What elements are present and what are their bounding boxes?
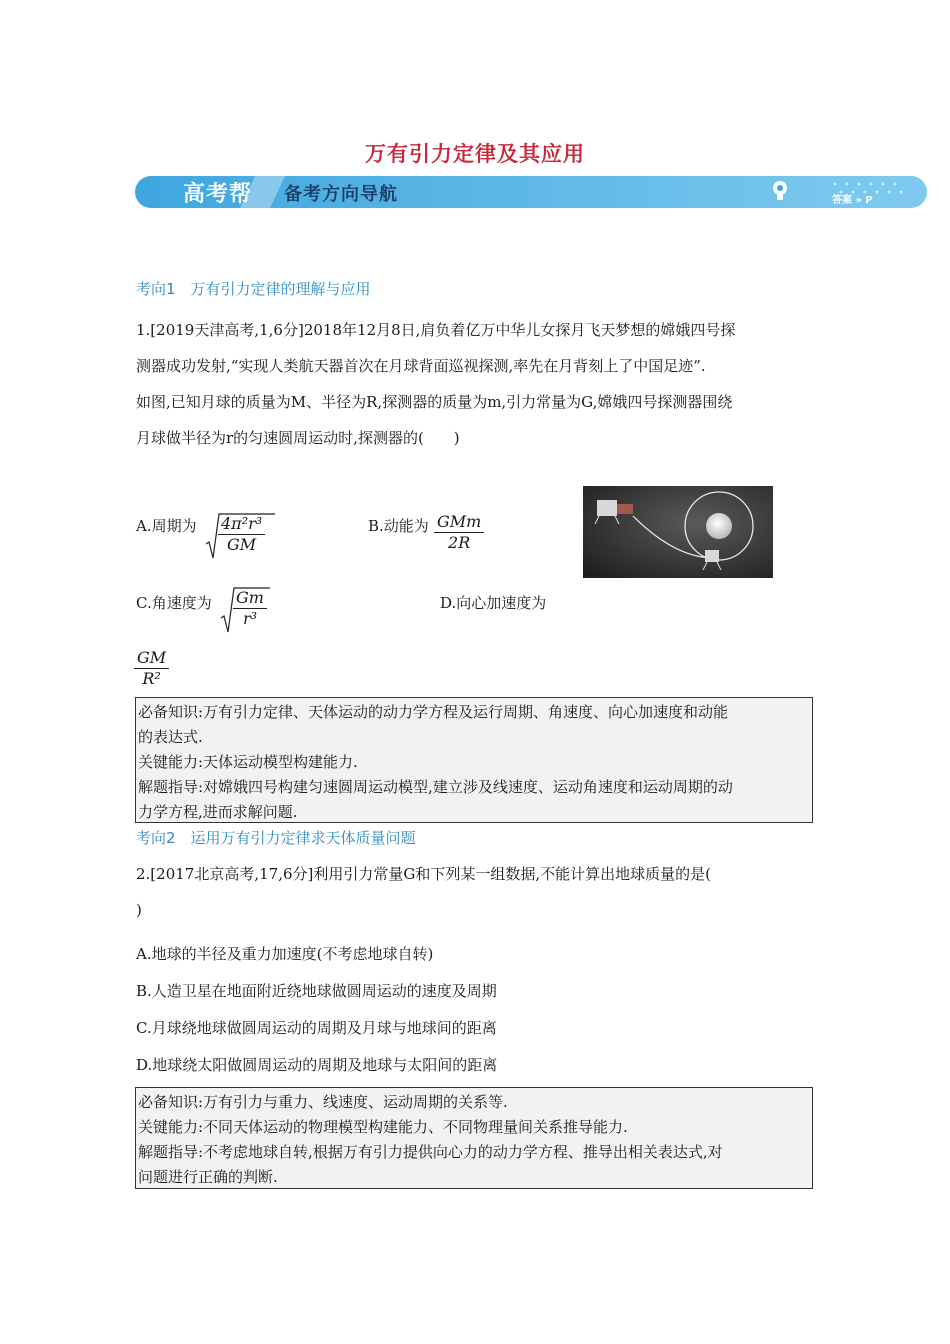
numerator: GM bbox=[134, 648, 169, 669]
question-line: 如图,已知月球的质量为M、半径为R,探测器的质量为m,引力常量为G,嫦娥四号探测器围绕 bbox=[136, 393, 733, 411]
option-d-label: D.向心加速度为 bbox=[440, 594, 547, 612]
question-2-stem bbox=[136, 856, 816, 928]
numerator: 4π²r³ bbox=[218, 514, 265, 535]
question-line: 测器成功发射,“实现人类航天器首次在月球背面巡视探测,率先在月背刻上了中国足迹”. bbox=[136, 357, 706, 375]
option-a: A.地球的半径及重力加速度(不考虑地球自转) bbox=[136, 945, 434, 963]
banner-brand: 高考帮 bbox=[183, 182, 253, 207]
banner-answer: 答案 » P bbox=[832, 195, 873, 206]
box-line: 力学方程,进而求解问题. bbox=[138, 803, 298, 821]
box-line: 关键能力:天体运动模型构建能力. bbox=[138, 753, 358, 771]
question-line: ) bbox=[136, 901, 142, 919]
fraction bbox=[434, 512, 484, 553]
question-1-stem bbox=[136, 312, 816, 456]
fraction bbox=[233, 588, 267, 629]
question-line: 1.[2019天津高考,1,6分]2018年12月8日,肩负着亿万中华儿女探月飞天梦想的嫦娥四号探 bbox=[136, 321, 736, 339]
analysis-box-1 bbox=[135, 697, 813, 823]
box-line: 必备知识:万有引力定律、天体运动的动力学方程及运行周期、角速度、向心加速度和动能 bbox=[138, 703, 729, 721]
section-heading-2: 考向2 运用万有引力定律求天体质量问题 bbox=[136, 829, 416, 847]
question-line: 月球做半径为r的匀速圆周运动时,探测器的( ) bbox=[136, 429, 460, 447]
question-line: 2.[2017北京高考,17,6分]利用引力常量G和下列某一组数据,不能计算出地球质量的是( bbox=[136, 865, 711, 883]
option-c-label: C.角速度为 bbox=[136, 594, 212, 612]
box-line: 的表达式. bbox=[138, 728, 203, 746]
option-d: D.地球绕太阳做圆周运动的周期及地球与太阳间的距离 bbox=[136, 1056, 498, 1074]
option-c: C.月球绕地球做圆周运动的周期及月球与地球间的距离 bbox=[136, 1019, 497, 1037]
option-b-formula bbox=[434, 512, 484, 553]
section-heading-1: 考向1 万有引力定律的理解与应用 bbox=[136, 280, 371, 298]
option-d-formula bbox=[134, 648, 169, 689]
numerator: Gm bbox=[233, 588, 267, 609]
box-line: 解题指导:不考虑地球自转,根据万有引力提供向心力的动力学方程、推导出相关表达式,对 bbox=[138, 1143, 723, 1161]
banner-subtitle: 备考方向导航 bbox=[284, 184, 398, 205]
question-2-options bbox=[136, 936, 816, 1084]
box-line: 问题进行正确的判断. bbox=[138, 1168, 278, 1186]
fraction bbox=[134, 648, 169, 689]
analysis-box-2 bbox=[135, 1087, 813, 1189]
box-line: 关键能力:不同天体运动的物理模型构建能力、不同物理量间关系推导能力. bbox=[138, 1118, 628, 1136]
fraction bbox=[218, 514, 265, 555]
lunar-orbit-image bbox=[583, 486, 773, 578]
denominator: R² bbox=[142, 669, 161, 688]
option-b-label: B.动能为 bbox=[368, 517, 429, 535]
denominator: GM bbox=[227, 535, 257, 554]
box-line: 解题指导:对嫦娥四号构建匀速圆周运动模型,建立涉及线速度、运动角速度和运动周期的动 bbox=[138, 778, 733, 796]
denominator: r³ bbox=[242, 609, 257, 628]
denominator: 2R bbox=[448, 533, 471, 552]
numerator: GMm bbox=[434, 512, 484, 533]
option-a-label: A.周期为 bbox=[136, 517, 197, 535]
option-b: B.人造卫星在地面附近绕地球做圆周运动的速度及周期 bbox=[136, 982, 497, 1000]
page-title: 万有引力定律及其应用 bbox=[365, 142, 585, 166]
box-line: 必备知识:万有引力与重力、线速度、运动周期的关系等. bbox=[138, 1093, 508, 1111]
section-banner bbox=[135, 172, 927, 210]
